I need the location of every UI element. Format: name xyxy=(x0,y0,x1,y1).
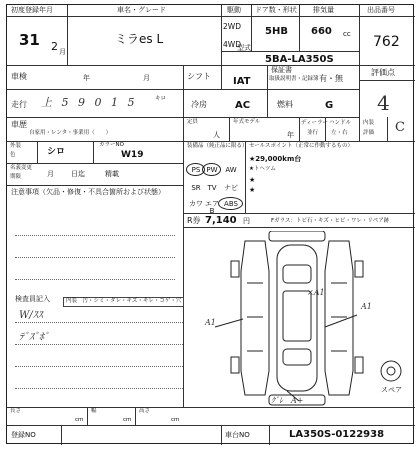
equip-navi: ナビ xyxy=(224,184,238,192)
shaken-label: 車検 xyxy=(11,72,27,81)
color-no-value: W19 xyxy=(121,150,144,160)
reg-month-unit: 月 xyxy=(59,48,66,56)
grid-line xyxy=(61,425,62,445)
mark-bottom: ｸﾞﾚ A+ xyxy=(271,396,304,405)
warranty-value: 有・無 xyxy=(319,74,343,83)
name-change-day: 日迄 xyxy=(71,170,85,178)
score-label: 評価点 xyxy=(371,68,395,77)
recycle-unit: 円 xyxy=(243,217,250,225)
grid-line xyxy=(7,65,415,66)
remark-line xyxy=(15,279,175,280)
wheel-front-right xyxy=(355,261,363,277)
displacement-label: 排気量 xyxy=(313,6,334,14)
height-label: 高さ xyxy=(139,408,151,414)
displacement-unit: cc xyxy=(343,30,351,38)
drive-4wd: 4WD xyxy=(223,40,241,49)
grid-line xyxy=(183,227,415,228)
recalc-label: 精載 xyxy=(105,170,119,178)
grid-line xyxy=(245,141,246,213)
shift-value: IAT xyxy=(233,76,251,87)
model-code: 5BA-LA350S xyxy=(265,54,334,65)
chassis-value: LA350S-0122938 xyxy=(289,429,385,440)
inspector-interior-note: 内装 汚・シミ・タレ・キズ・キレ・コゲ・穴 xyxy=(63,297,184,307)
mark-a1-right: A1 xyxy=(361,302,372,311)
wheel-front-left xyxy=(231,261,239,277)
length-unit: cm xyxy=(75,417,84,423)
drive-2wd: 2WD xyxy=(223,22,241,31)
handle-label: ハンドル xyxy=(329,120,352,126)
grid-line xyxy=(135,407,136,425)
grid-line xyxy=(67,5,68,65)
remark-line xyxy=(15,257,175,258)
spare-tire xyxy=(381,361,401,381)
mark-a1-left: A1 xyxy=(205,318,216,327)
grid-line xyxy=(229,117,230,141)
circle-abs xyxy=(218,197,243,210)
grid-line xyxy=(221,425,222,445)
car-rear-glass xyxy=(283,349,311,365)
grid-line xyxy=(7,141,415,142)
grid-line xyxy=(183,65,184,407)
selling-point-3: ★ xyxy=(249,176,256,184)
grid-line xyxy=(359,80,415,81)
equip-sr: SR xyxy=(191,184,201,192)
selling-points-label: セールスポイント（正常に作動するもの） xyxy=(249,143,354,149)
mileage-label: 走行 xyxy=(11,100,27,109)
shift-label: シフト xyxy=(187,72,211,81)
grid-line xyxy=(221,5,222,89)
car-left-side xyxy=(241,241,269,395)
car-roof xyxy=(283,291,311,341)
fuel-value: G xyxy=(325,100,334,111)
remark-line xyxy=(15,235,175,236)
warranty-sub: 取扱説明書・記録簿 xyxy=(269,76,319,82)
spare-tire-hub xyxy=(387,367,395,375)
shaken-month: 月 xyxy=(143,74,150,82)
grid-line xyxy=(93,141,94,163)
grid-line xyxy=(37,141,38,163)
color-label: 色 xyxy=(10,152,16,158)
auction-sheet xyxy=(6,4,414,444)
equipment-label: 装備品（純正品に限る） xyxy=(187,143,248,149)
model-year-unit: 年 xyxy=(287,131,294,139)
capacity-label: 定員 xyxy=(187,119,199,125)
capacity-unit: 人 xyxy=(213,131,220,139)
mileage-unit: キロ xyxy=(155,96,167,102)
name-change-label2: 期限 xyxy=(10,174,22,180)
reg-month: 2 xyxy=(51,40,58,53)
model-year-label: 年式モデル xyxy=(233,119,261,125)
dealer-label: ディーラー xyxy=(301,120,329,126)
ac-value: AC xyxy=(235,100,251,111)
mileage-digits: 上 5 9 0 1 5 xyxy=(41,96,138,109)
car-diagram xyxy=(187,231,413,407)
width-label: 幅 xyxy=(91,408,97,414)
remark-line xyxy=(15,322,183,323)
equip-pw: PW xyxy=(206,166,218,174)
exterior-label: 外装 xyxy=(10,143,22,149)
wheel-rear-right xyxy=(355,357,363,373)
name-change-label: 名義変更 xyxy=(10,165,33,171)
color-value: シロ xyxy=(47,147,66,157)
car-windshield xyxy=(283,265,311,283)
name-change-month: 月 xyxy=(47,170,54,178)
equip-aw: AW xyxy=(225,166,237,174)
height-unit: cm xyxy=(171,417,180,423)
spare-label: スペア xyxy=(381,386,402,394)
equip-tv: TV xyxy=(207,184,217,192)
wheel-rear-left xyxy=(231,357,239,373)
warranty-label: 保証書 xyxy=(271,66,292,74)
lot-no-value: 762 xyxy=(373,34,400,50)
fuel-label: 燃料 xyxy=(277,100,293,109)
grid-line xyxy=(7,16,415,17)
recycle-value: 7,140 xyxy=(205,215,237,226)
selling-point-2: ★トヘツム xyxy=(249,166,276,172)
chassis-label: 車台NO xyxy=(225,431,250,439)
score-value: 4 xyxy=(377,91,390,115)
grid-line xyxy=(299,5,300,51)
car-front-view xyxy=(269,231,325,241)
interior-value: C xyxy=(395,120,405,135)
grid-line xyxy=(299,117,300,141)
grid-line xyxy=(87,407,88,425)
grid-line xyxy=(7,185,183,186)
remark-line xyxy=(15,344,183,345)
grid-line xyxy=(7,425,415,426)
lot-no-label: 出品番号 xyxy=(367,6,395,14)
glass-label: Fガラス：トビ石・キズ・ヒビ・ワレ・リペア跡 xyxy=(271,218,390,224)
grid-line xyxy=(359,5,360,141)
grid-line xyxy=(7,407,415,408)
remarks-label: 注意事項（欠品・修復・不具合箇所および状態） xyxy=(11,188,165,196)
drive-label: 駆動 xyxy=(227,6,241,14)
color-no-label: カラーNO xyxy=(99,142,124,148)
remark-line xyxy=(15,366,183,367)
usage-options: 自家用・レンタ・事業用（ ） xyxy=(29,130,112,136)
recycle-label: R券 xyxy=(187,216,201,225)
width-unit: cm xyxy=(123,417,132,423)
inspector-note-1: W/ｽｽ xyxy=(19,310,43,321)
grid-line xyxy=(387,117,388,141)
inspector-label: 検査員記入 xyxy=(15,295,50,303)
length-label: 長さ xyxy=(10,408,22,414)
mark-xa1: ×A1 xyxy=(307,288,325,297)
equip-abs: ABS xyxy=(224,200,238,208)
interior-sub: 評価 xyxy=(363,130,375,136)
ac-label: 冷房 xyxy=(191,100,207,109)
interior-label: 内装 xyxy=(363,120,375,126)
reg-no-label: 登録NO xyxy=(11,431,36,439)
car-name: ミラes L xyxy=(115,32,164,46)
inspector-note-2: ﾃﾞｽﾞﾎﾞ xyxy=(19,332,49,343)
remark-line xyxy=(15,388,183,389)
name-grade-label: 車名・グレード xyxy=(117,6,166,14)
first-reg-label: 初度登録年月 xyxy=(11,6,53,14)
grid-line xyxy=(269,425,270,445)
selling-point-1: ★29,000km台 xyxy=(249,155,302,163)
door-shape-label: ドア数・形状 xyxy=(255,6,297,14)
displacement-value: 660 xyxy=(311,26,332,37)
reg-year: 31 xyxy=(19,31,40,49)
doors-shape: 5HB xyxy=(265,26,288,37)
grid-line xyxy=(267,65,268,117)
handle-value: 左・右 xyxy=(331,130,348,136)
equip-ps: PS xyxy=(191,166,201,174)
equip-airbag: エアB xyxy=(205,200,219,215)
usage-label: 車歴 xyxy=(11,120,27,129)
shaken-year: 年 xyxy=(83,74,90,82)
selling-point-4: ★ xyxy=(249,186,256,194)
dealer-sub: 並行 xyxy=(307,130,319,136)
equip-leather: カワ xyxy=(189,200,203,208)
model-type-label: 型式 xyxy=(237,44,251,52)
marker-line xyxy=(215,319,243,327)
grid-line xyxy=(7,163,183,164)
grid-line xyxy=(251,5,252,51)
